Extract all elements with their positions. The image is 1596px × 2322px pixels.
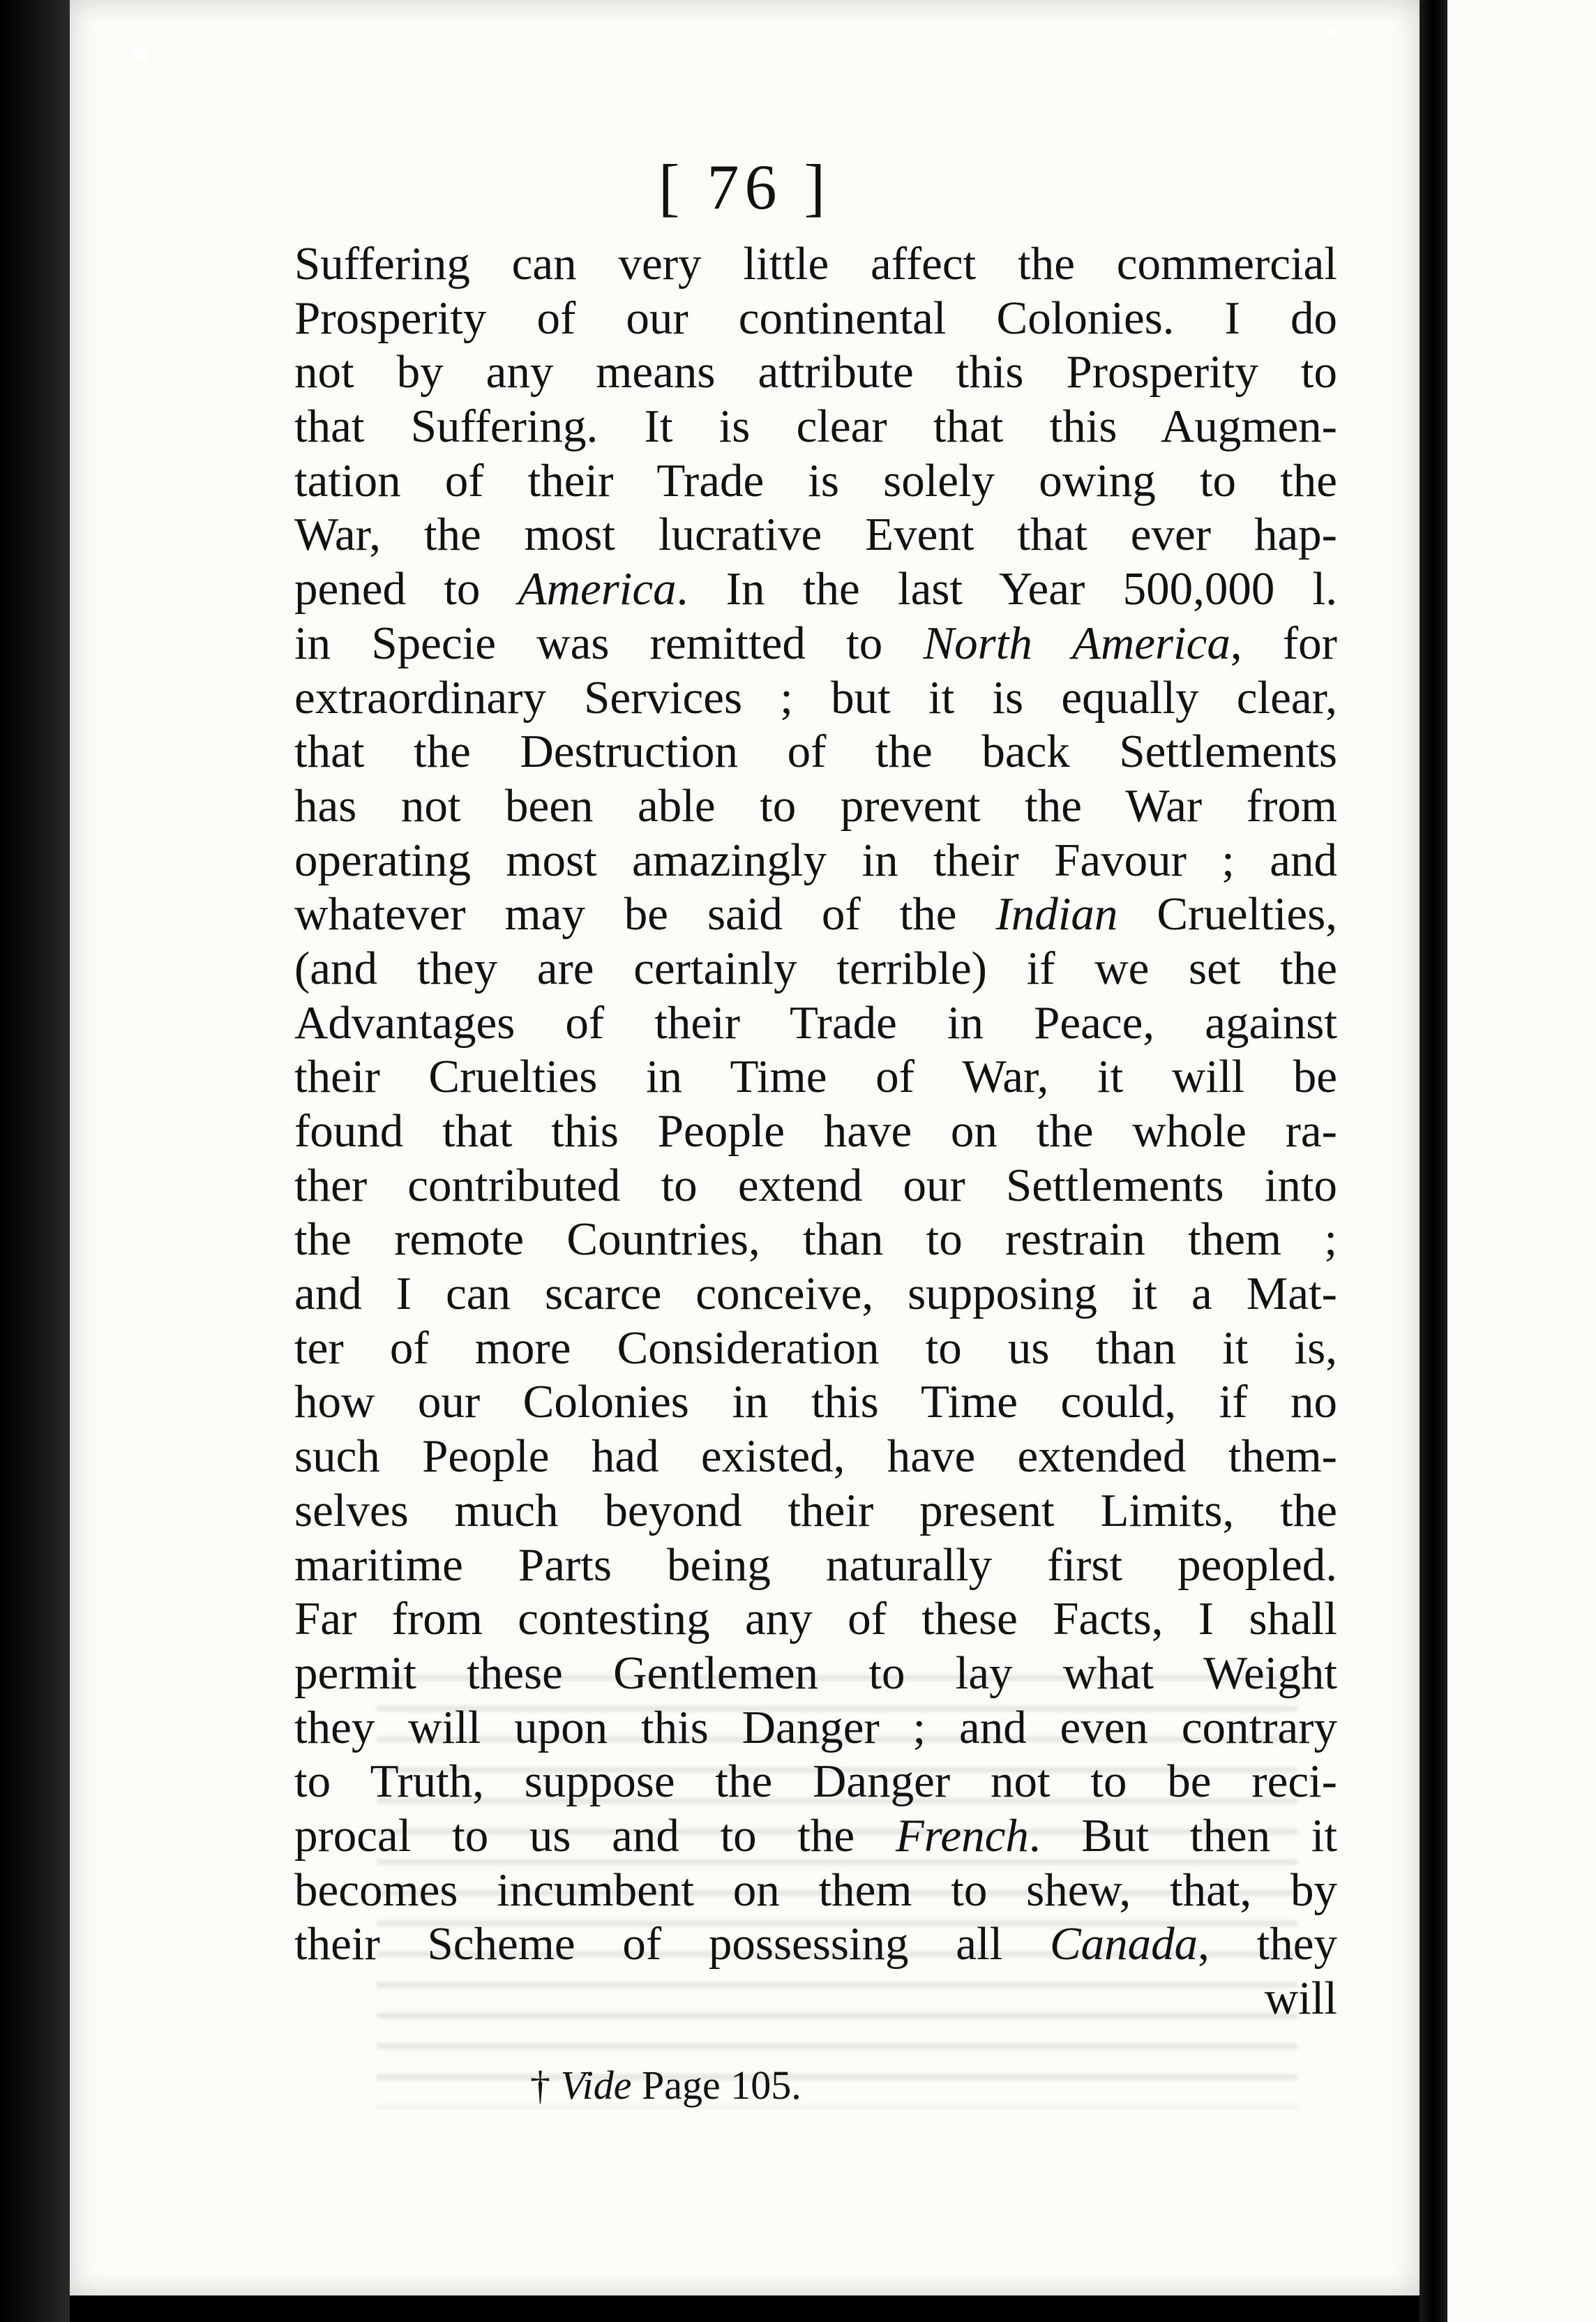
text-line: has not been able to prevent the War from <box>294 779 1337 832</box>
text-line: how our Colonies in this Time could, if no <box>294 1376 1337 1428</box>
body-text <box>294 237 1337 2026</box>
text-line: their Cruelties in Time of War, it will be <box>294 1051 1337 1103</box>
page-number-header: [ 76 ] <box>658 151 831 223</box>
book-page <box>70 0 1420 2295</box>
text-line: that the Destruction of the back Settlements <box>294 726 1337 778</box>
text-line: in Specie was remitted to North America, for <box>294 617 1337 669</box>
text-line: selves much beyond their present Limits, the <box>294 1484 1337 1536</box>
text-line: such People had existed, have extended them- <box>294 1430 1337 1483</box>
text-line: pened to America. In the last Year 500,000 l. <box>294 563 1337 615</box>
footnote-vide: Vide <box>560 2062 632 2108</box>
text-line: whatever may be said of the Indian Cruelties, <box>294 888 1337 941</box>
text-line: extraordinary Services ; but it is equally clear, <box>294 671 1337 724</box>
footnote <box>530 2062 801 2108</box>
text-line: to Truth, suppose the Danger not to be reci- <box>294 1755 1337 1808</box>
text-line: that Suffering. It is clear that this Augmen- <box>294 400 1337 453</box>
text-line: their Scheme of possessing all Canada, they <box>294 1918 1338 1970</box>
footnote-text: Page 105. <box>641 2062 801 2108</box>
text-line: (and they are certainly terrible) if we set the <box>294 942 1337 994</box>
text-line: the remote Countries, than to restrain them ; <box>294 1213 1337 1266</box>
text-line: maritime Parts being naturally first peopled. <box>294 1538 1337 1591</box>
text-line: they will upon this Danger ; and even contrary <box>294 1701 1337 1753</box>
text-line: and I can scarce conceive, supposing it a Mat- <box>294 1268 1337 1320</box>
scan-left-border <box>0 0 70 2322</box>
text-line: not by any means attribute this Prosperity to <box>294 346 1337 398</box>
text-line: procal to us and to the French. But then it <box>294 1809 1337 1862</box>
text-line: tation of their Trade is solely owing to the <box>294 454 1337 507</box>
text-line: becomes incumbent on them to shew, that, by <box>294 1864 1337 1916</box>
text-line: permit these Gentlemen to lay what Weight <box>294 1647 1337 1699</box>
catchword: will <box>1264 1972 1337 2024</box>
adjacent-page-edge <box>1447 0 1596 2322</box>
text-line: Far from contesting any of these Facts, I shall <box>294 1593 1337 1645</box>
text-line: found that this People have on the whole ra- <box>294 1105 1337 1157</box>
dagger-mark: † <box>530 2062 550 2108</box>
text-line: operating most amazingly in their Favour ; and <box>294 834 1337 886</box>
text-line: Suffering can very little affect the commercial <box>294 238 1337 290</box>
scan-speck <box>1325 28 1335 36</box>
text-line: ther contributed to extend our Settlements into <box>294 1159 1337 1211</box>
page-gutter <box>1420 0 1447 2322</box>
scan-speck <box>133 49 148 61</box>
text-line: Advantages of their Trade in Peace, against <box>294 996 1337 1049</box>
text-line: Prosperity of our continental Colonies. I do <box>294 292 1337 344</box>
text-line: ter of more Consideration to us than it is, <box>294 1321 1337 1374</box>
text-line: War, the most lucrative Event that ever hap- <box>294 509 1337 561</box>
